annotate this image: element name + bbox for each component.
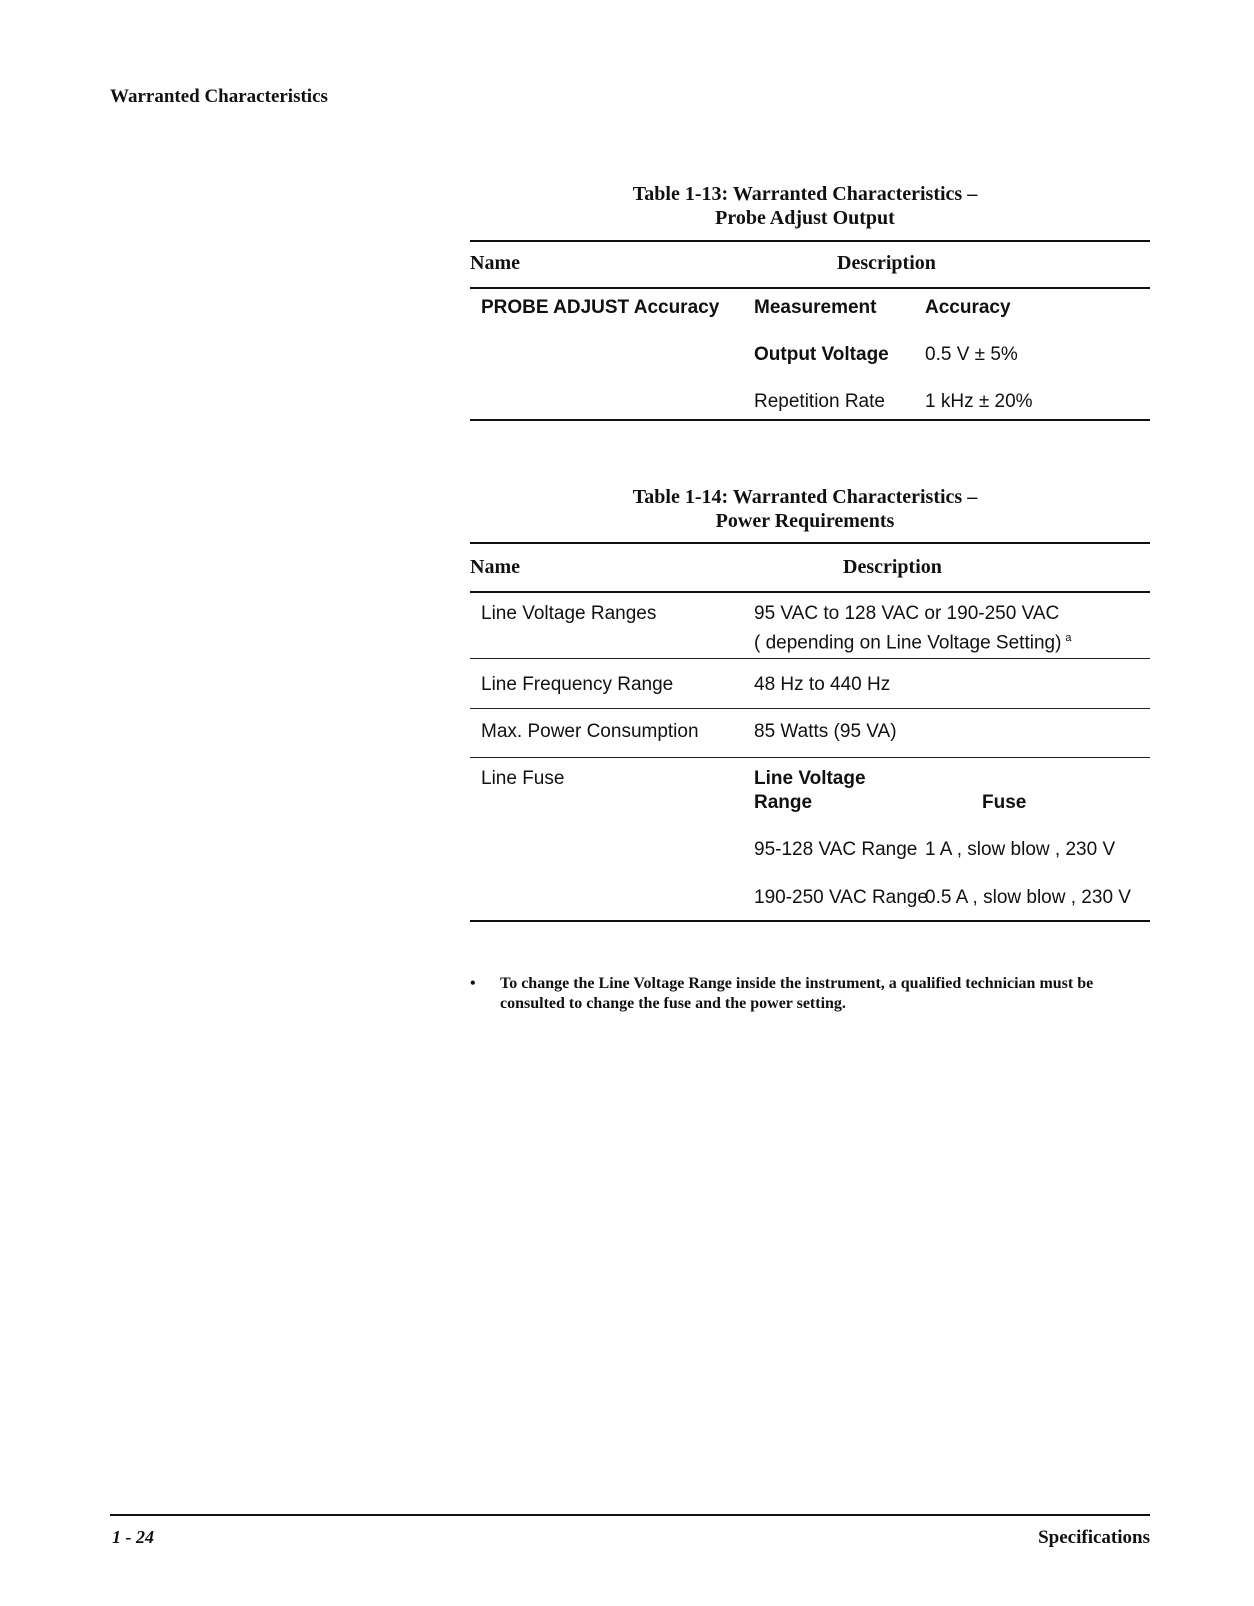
fuse-header-range-line2: Range (754, 792, 813, 813)
footnote-text: To change the Line Voltage Range inside the instrument, a qualified technician must be consulted to change the fuse and the power setting. (500, 975, 1094, 1012)
fuse-range-190-250: 190-250 VAC Range (754, 887, 928, 908)
table1-bottom-rule (470, 419, 1150, 421)
table2-row-name-max-power-consumption: Max. Power Consumption (481, 721, 699, 742)
table1-measurement-repetition-rate: Repetition Rate (754, 391, 885, 412)
table1-accuracy-repetition-rate: 1 kHz ± 20% (925, 391, 1033, 412)
table1-row-name: PROBE ADJUST Accuracy (481, 297, 720, 318)
table1-measurement-output-voltage: Output Voltage (754, 344, 889, 365)
footer-rule (110, 1514, 1150, 1516)
page-number: 1 - 24 (112, 1527, 154, 1547)
table2-caption (470, 485, 1140, 533)
table2-row-name-line-fuse: Line Fuse (481, 768, 565, 789)
footnote-mark: • (470, 975, 476, 992)
table1-top-rule (470, 240, 1150, 242)
footer-section-name: Specifications (1038, 1527, 1150, 1548)
footnote-reference: a (1065, 632, 1072, 644)
table1-caption-line1: Table 1-13: Warranted Characteristics – (632, 183, 978, 205)
table1-header-rule (470, 287, 1150, 289)
fuse-header-fuse: Fuse (982, 792, 1027, 813)
table2-row-desc-line-voltage-ranges-1: 95 VAC to 128 VAC or 190-250 VAC (754, 603, 1060, 624)
table1-accuracy-output-voltage: 0.5 V ± 5% (925, 344, 1018, 365)
table2-header-name: Name (470, 556, 520, 578)
fuse-header-range-line1: Line Voltage (754, 768, 866, 789)
table2-row-divider (470, 757, 1150, 758)
table2-row-desc-max-power-consumption: 85 Watts (95 VA) (754, 721, 897, 742)
table2-row-name-line-frequency-range: Line Frequency Range (481, 674, 674, 695)
table1-caption (470, 182, 1140, 230)
table1-subheader-accuracy: Accuracy (925, 297, 1011, 318)
table2-row-divider (470, 658, 1150, 659)
table2-top-rule (470, 542, 1150, 544)
fuse-rating-190-250: 0.5 A , slow blow , 230 V (925, 887, 1131, 908)
table1-header-description: Description (837, 252, 936, 274)
table2-caption-line2: Power Requirements (715, 510, 895, 532)
table1-header-name: Name (470, 252, 520, 274)
table2-bottom-rule (470, 920, 1150, 922)
running-head: Warranted Characteristics (110, 86, 328, 107)
table1-subheader-measurement: Measurement (754, 297, 877, 318)
table1-caption-line2: Probe Adjust Output (715, 207, 895, 229)
line-voltage-setting-text: ( depending on Line Voltage Setting) (754, 632, 1062, 654)
table2-row-desc-line-voltage-ranges-2 (754, 626, 1072, 655)
table2-header-description: Description (843, 556, 942, 578)
table2-row-divider (470, 708, 1150, 709)
table2-caption-line1: Table 1-14: Warranted Characteristics – (632, 486, 978, 508)
fuse-rating-95-128: 1 A , slow blow , 230 V (925, 839, 1116, 860)
table2-row-name-line-voltage-ranges: Line Voltage Ranges (481, 603, 657, 624)
fuse-range-95-128: 95-128 VAC Range (754, 839, 918, 860)
table2-row-desc-line-frequency-range: 48 Hz to 440 Hz (754, 674, 891, 695)
table2-header-rule (470, 591, 1150, 593)
